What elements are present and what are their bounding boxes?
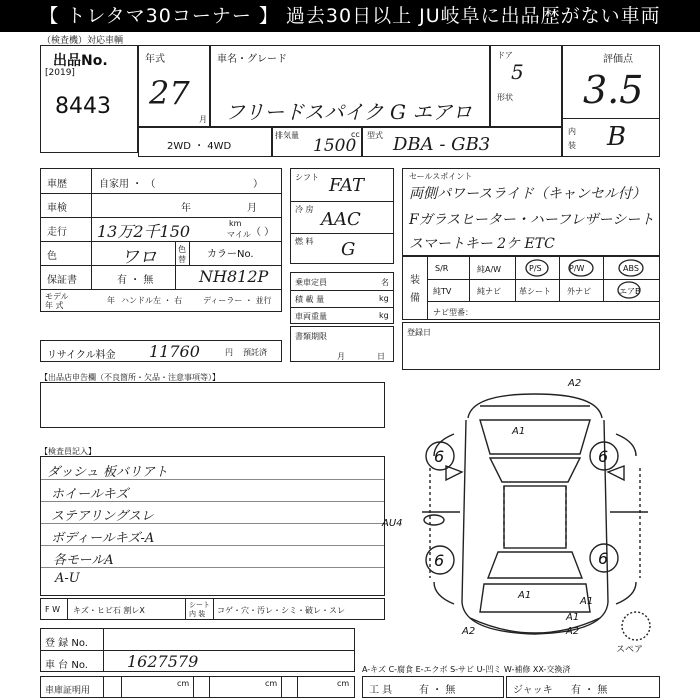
reg-period-month: 月: [337, 352, 345, 361]
shift-label: シフト: [295, 173, 319, 182]
name-label: 車名・グレード: [217, 54, 287, 65]
tools-value: 有 ・ 無: [419, 685, 456, 696]
displacement-box: [272, 127, 362, 157]
color-code-label: カラーNo.: [207, 249, 254, 260]
damage-tag: A1: [518, 590, 532, 601]
equip-pw: P/W: [569, 264, 585, 273]
color-change-1: 色: [178, 245, 186, 254]
mileage-label: 走行: [47, 227, 67, 238]
inspection-label: 車検: [47, 203, 67, 214]
history-close: ）: [253, 179, 263, 190]
interior-label-1: 内: [568, 127, 576, 136]
doors-box: [490, 45, 562, 127]
inspector-note: ステアリングスレ: [51, 509, 154, 524]
equip-navi: 純ナビ: [477, 287, 501, 296]
grade-box: [562, 45, 660, 157]
equip-sr: S/R: [435, 264, 449, 273]
jack-box: [506, 676, 660, 698]
year-value: 27: [149, 74, 190, 112]
chassis-value: 1627579: [127, 652, 199, 671]
shift-value: FAT: [329, 175, 364, 196]
legend-seat-2: 内 装: [189, 610, 206, 618]
grade-value: 3.5: [583, 68, 644, 112]
damage-tag: A1: [580, 596, 594, 607]
dealer-options: ディーラー ・ 並行: [203, 296, 272, 305]
inspection-month: 月: [247, 203, 257, 214]
fuel-label: 燃 料: [295, 237, 314, 246]
model-year-label-1: モデル: [45, 292, 69, 301]
color-change-2: 替: [178, 255, 186, 264]
chassis-label: 車 台 No.: [45, 660, 88, 671]
damage-tag: AU4: [382, 518, 403, 529]
model-box: [362, 127, 562, 157]
recycle-note: 預託済: [243, 348, 267, 357]
weight-unit: kg: [379, 311, 389, 320]
capacity-unit: 名: [381, 278, 389, 287]
handle-label: ハンドル: [121, 296, 153, 305]
warranty-label: 保証書: [47, 275, 77, 286]
inspector-note: ホイールキズ: [51, 487, 129, 502]
damage-tag: A1: [566, 612, 580, 623]
reg-period-label: 書類期限: [295, 332, 327, 341]
registry-label: 登録日: [407, 328, 431, 337]
mileage-value: 13万2千150: [97, 222, 191, 241]
recycle-unit: 円: [225, 348, 233, 357]
seller-notes-box: [40, 382, 385, 428]
lot-year-tag: [2019]: [45, 68, 75, 78]
equip-ext-navi: 外ナビ: [567, 287, 591, 296]
car-diagram: [382, 372, 670, 672]
fuel-value: G: [341, 239, 356, 260]
warranty-value: 有 ・ 無: [117, 275, 154, 286]
damage-tag: A2: [462, 626, 476, 637]
lot-box: [40, 45, 138, 153]
seller-notes-label: 【出品店申告欄（不良箇所・欠品・注意事項等）】: [40, 373, 220, 382]
registration-table: [40, 628, 355, 672]
year-box: [138, 45, 210, 127]
cert-unit: cm: [337, 679, 350, 688]
register-no-label: 登 録 No.: [45, 638, 88, 649]
sales-points-box: [402, 168, 660, 256]
name-value: フリードスパイク G エアロ: [225, 100, 473, 124]
color-value: ワロ: [121, 247, 157, 268]
equip-leather: 革シート: [519, 287, 551, 296]
garage-cert-label: 車庫証明用: [45, 686, 91, 696]
legend-seat-items: コゲ・穴・汚レ・シミ・破レ・スレ: [217, 606, 345, 615]
capacity-label: 乗車定員: [295, 278, 327, 287]
recycle-value: 11760: [149, 342, 200, 361]
equipment-label-2: 備: [410, 293, 420, 304]
inspector-label: 【検査員記入】: [40, 447, 96, 456]
equipment-table: [402, 256, 660, 320]
color-code-value: NH812P: [199, 267, 269, 286]
tire-mark: 6: [598, 447, 609, 466]
inspector-note: A-U: [55, 571, 80, 586]
model-year-label-2: 年 式: [45, 301, 64, 310]
vehicle-info-table: [40, 168, 282, 312]
inspector-note: ボディールキズ-A: [51, 531, 155, 546]
year-label: 年式: [145, 54, 165, 65]
doors-value: 5: [511, 60, 524, 84]
top-note: （検査機）対応車輌: [42, 36, 124, 46]
displacement-unit: cc: [351, 130, 360, 139]
equip-awheel: 純A/W: [477, 265, 502, 274]
reg-period-day: 日: [377, 352, 385, 361]
equip-abs: ABS: [623, 264, 639, 273]
history-options: 自家用 ・ （: [99, 179, 156, 190]
reg-period-box: [290, 326, 394, 362]
aircon-value: AAC: [321, 209, 361, 230]
tools-box: [362, 676, 504, 698]
displacement-label: 排気量: [275, 131, 299, 140]
tire-mark: 6: [434, 551, 445, 570]
history-label: 車歴: [47, 179, 67, 190]
legend-codes: A-キズ C-腐食 E-エクボ S-サビ U-凹ミ W-補修 XX-交換済: [362, 665, 571, 674]
equip-tv: 純TV: [433, 287, 452, 296]
drive-box: [138, 127, 272, 157]
cert-unit: cm: [177, 679, 190, 688]
doors-label: ドア: [497, 51, 513, 60]
inspection-year: 年: [181, 203, 191, 214]
equipment-circles: [403, 257, 661, 321]
inspector-note: ダッシュ 板バリアト: [47, 465, 168, 480]
equip-airbag: エアB: [619, 287, 641, 296]
shape-label: 形状: [497, 93, 513, 102]
load-label: 積 載 量: [295, 295, 325, 304]
lot-number: 8443: [55, 94, 111, 119]
sales-points-label: セールスポイント: [409, 172, 473, 181]
equip-ps: P/S: [529, 264, 542, 273]
sales-point-line: Fガラスヒーター・ハーフレザーシート: [409, 212, 655, 228]
name-box: [210, 45, 490, 127]
model-year-year: 年: [107, 296, 115, 305]
spare-label: スペア: [616, 645, 644, 655]
color-label: 色: [47, 251, 57, 262]
weight-label: 車両重量: [295, 312, 327, 321]
registry-box: [402, 322, 660, 370]
legend-fw-items: キズ・ヒビ石 割レX: [73, 606, 145, 615]
legend-seat-1: シート: [189, 601, 210, 609]
damage-tag: A1: [512, 426, 526, 437]
recycle-label: リサイクル料金: [47, 350, 116, 361]
legend-row: [40, 598, 385, 620]
mileage-unit-mile: マイル: [227, 230, 251, 239]
aircon-label: 冷 房: [295, 205, 314, 214]
interior-label-2: 装: [568, 141, 576, 150]
inspector-box: [40, 456, 385, 596]
legend-fw: F W: [45, 605, 61, 614]
spec-table: [290, 168, 394, 264]
interior-value: B: [607, 122, 627, 152]
drive-label: 2WD ・ 4WD: [167, 141, 232, 152]
jack-value: 有 ・ 無: [571, 685, 608, 696]
navi-model-label: ナビ型番：: [433, 308, 473, 317]
tire-mark: 6: [598, 549, 609, 568]
handle-options: 左 ・ 右: [153, 296, 183, 305]
weight-table: [290, 272, 394, 324]
mileage-paren: （ ）: [251, 227, 275, 238]
load-unit: kg: [379, 294, 389, 303]
tire-mark: 6: [434, 447, 445, 466]
mileage-unit-km: km: [229, 219, 242, 228]
model-value: DBA - GB3: [393, 134, 491, 155]
inspector-note: 各モールA: [53, 553, 114, 568]
lot-label: 出品No.: [53, 53, 108, 69]
equipment-label-1: 装: [410, 275, 420, 286]
grade-label: 評価点: [603, 54, 633, 65]
damage-tag: A2: [568, 378, 582, 389]
cert-unit: cm: [265, 679, 278, 688]
damage-tag: A2: [566, 626, 580, 637]
recycle-box: [40, 340, 282, 362]
model-label: 型式: [367, 131, 383, 140]
displacement-value: 1500: [313, 136, 357, 156]
sales-point-line: スマートキー 2ケ ETC: [409, 236, 555, 252]
sales-point-line: 両側パワースライド（キャンセル付）: [409, 186, 646, 202]
jack-label: ジャッキ: [513, 685, 553, 696]
year-month-unit: 月: [199, 115, 207, 124]
tools-label: 工 具: [369, 685, 393, 696]
page-header: 【 トレタマ30コーナー 】 過去30日以上 JU岐阜に出品歴がない車両: [0, 0, 700, 32]
garage-cert-row: [40, 676, 355, 698]
